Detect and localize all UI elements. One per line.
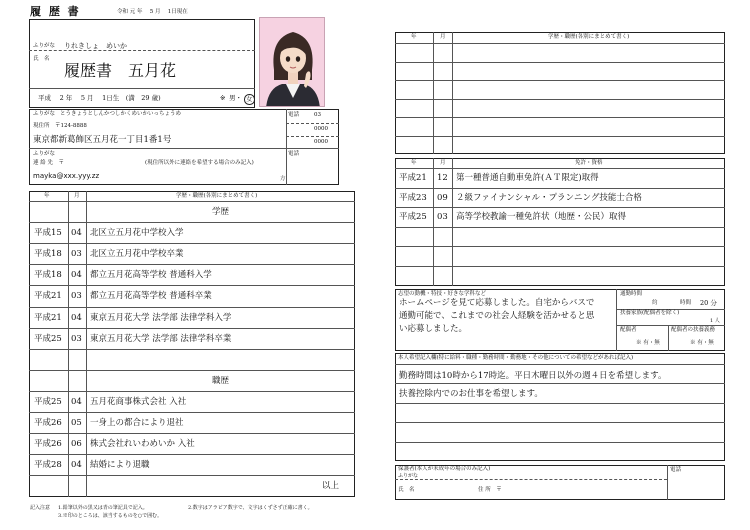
- row-divider: [29, 307, 355, 308]
- row-content: 北区立五月花中学校卒業: [90, 249, 184, 260]
- motivation-label: 志望の動機・特技・好きな学科など: [398, 291, 487, 297]
- contact-phone-label: 電話: [288, 151, 300, 157]
- row-divider: [29, 475, 355, 476]
- row-divider: [395, 188, 725, 189]
- row-year: 平成18: [34, 249, 62, 260]
- row-divider: [395, 403, 725, 404]
- license-content: 高等学校教諭一種免許状（地歴・公民）取得: [456, 212, 627, 223]
- requests-line-2: 扶養控除内でのお仕事を希望します。: [399, 389, 543, 399]
- row-content: 都立五月花高等学校 普通科卒業: [90, 291, 212, 302]
- row-year: 平成15: [34, 228, 62, 239]
- row-divider: [395, 207, 725, 208]
- row-year: 平成26: [34, 439, 62, 450]
- row-year: 平成18: [34, 270, 62, 281]
- license-content: 第一種普通自動車免許(ＡＴ限定)取得: [456, 173, 599, 183]
- row-divider: [29, 328, 355, 329]
- history-right-col-month: 月: [440, 34, 446, 40]
- contact-email: mayka@xxx.yyy.zz: [33, 172, 100, 180]
- motivation-text-2: 通勤可能で、これまでの社会人経験を活かせると思: [399, 311, 595, 321]
- row-divider: [29, 433, 355, 434]
- address-value: 東京都新葛飾区五月花一丁目1番1号: [33, 135, 172, 145]
- row-month: 04: [71, 460, 82, 471]
- row-divider: [29, 412, 355, 413]
- licenses-col-year: 年: [411, 160, 417, 166]
- row-divider: [29, 454, 355, 455]
- guardian-phone-label: 電話: [670, 467, 682, 473]
- row-month: 03: [71, 333, 82, 344]
- notes-label: 記入注意: [30, 505, 51, 511]
- row-year: 平成21: [34, 291, 62, 302]
- license-year: 平成21: [399, 173, 427, 183]
- row-divider: [29, 391, 355, 392]
- row-year: 平成25: [34, 333, 62, 344]
- history-left-col-month: 月: [74, 193, 80, 199]
- commute-label: 通勤時間: [620, 291, 643, 297]
- gender-mark: ※: [220, 94, 226, 102]
- row-divider: [395, 99, 725, 100]
- row-divider: [395, 136, 725, 137]
- spouse-support-label: 配偶者の扶養義務: [671, 327, 716, 333]
- row-year: 平成25: [34, 396, 62, 407]
- row-month: 04: [71, 228, 82, 239]
- name-label: 氏 名: [33, 56, 50, 62]
- row-content: 株式会社れいわめいか 入社: [90, 439, 195, 450]
- row-divider: [395, 227, 725, 228]
- gender-selected: 女: [246, 95, 253, 103]
- note-1: 1.鉛筆以外の黒又は青の筆記具で記入。: [58, 505, 148, 511]
- license-content: ２級ファイナンシャル・プランニング技能士合格: [456, 192, 642, 203]
- row-divider: [29, 370, 355, 371]
- resume-title: 履 歴 書: [30, 5, 81, 18]
- name-furigana: りれきしょ めいか: [64, 42, 127, 50]
- row-divider: [29, 349, 355, 350]
- address-phone-3: 0000: [314, 139, 328, 145]
- contact-note: (現住所以外に連絡を希望する場合のみ記入): [145, 160, 254, 166]
- applicant-photo: [259, 17, 325, 107]
- license-year: 平成23: [399, 192, 427, 203]
- commute-prefix: 約: [652, 300, 658, 306]
- dependents-value: 1 人: [710, 318, 720, 324]
- spouse-support-value: ※ 有・無: [690, 340, 714, 346]
- history-right-col-year: 年: [411, 34, 417, 40]
- row-content: 五月花商事株式会社 入社: [90, 396, 187, 407]
- history-left-col-content: 学歴・職歴(各別にまとめて書く): [176, 193, 258, 199]
- row-divider: [29, 285, 355, 286]
- row-divider: [395, 80, 725, 81]
- motivation-text-3: い応募しました。: [399, 324, 468, 334]
- guardian-address-label: 住 所 〒: [478, 487, 502, 493]
- license-month: 03: [437, 212, 448, 223]
- row-month: 04: [71, 396, 82, 407]
- address-label: 現住所 〒124-8888: [33, 123, 87, 129]
- row-divider: [395, 442, 725, 443]
- row-month: 05: [71, 418, 82, 428]
- address-furigana-label: ふりがな: [33, 111, 56, 117]
- birth-date: 平成 2 年 5 月 1日生 (満 29 歳): [38, 94, 161, 102]
- address-furigana: とうきょうとしんかつしかくめいかいっちょうめ: [60, 111, 182, 117]
- guardian-label: 保護者(本人が未成年の場合のみ記入): [398, 466, 491, 472]
- licenses-col-content: 免許・資格: [575, 160, 603, 166]
- license-year: 平成25: [399, 212, 427, 223]
- row-year: 平成28: [34, 460, 62, 471]
- row-divider: [395, 383, 725, 384]
- row-month: 03: [71, 291, 82, 302]
- applicant-name: 履歴書 五月花: [64, 61, 177, 80]
- row-content: 結婚により退職: [90, 460, 150, 471]
- row-month: 04: [71, 312, 82, 323]
- note-2: 2.数字はアラビア数字で、文字はくずさず正確に書く。: [188, 505, 313, 511]
- row-content: 東京五月花大学 法学部 法律学科入学: [90, 312, 232, 323]
- date-line: 令和 元 年 5 月 1日現在: [117, 9, 188, 15]
- history-left-col-year: 年: [44, 193, 50, 199]
- address-phone-1: 03: [314, 112, 321, 118]
- row-divider: [29, 243, 355, 244]
- row-content: 職歴: [211, 375, 229, 386]
- history-right-col-content: 学歴・職歴(各別にまとめて書く): [548, 34, 630, 40]
- dependents-label: 扶養家族(配偶者を除く): [620, 310, 680, 316]
- row-divider: [395, 266, 725, 267]
- commute-minutes: 20 分: [700, 299, 717, 307]
- address-phone-label: 電話: [288, 112, 300, 118]
- gender-options: 男・: [229, 94, 242, 102]
- row-year: 平成26: [34, 418, 62, 428]
- applicant-portrait-illustration: [260, 18, 325, 107]
- license-month: 12: [437, 173, 448, 183]
- contact-kata: 方: [280, 176, 286, 182]
- row-content: 北区立五月花中学校入学: [90, 228, 184, 239]
- row-divider: [395, 62, 725, 63]
- row-divider: [29, 222, 355, 223]
- row-content: 以上: [321, 481, 339, 492]
- license-month: 09: [437, 192, 448, 203]
- spouse-label: 配偶者: [620, 327, 637, 333]
- note-3: 3.※印のところは、該当するものを○で囲む。: [58, 513, 163, 519]
- row-divider: [29, 264, 355, 265]
- licenses-col-month: 月: [440, 160, 446, 166]
- name-furigana-label: ふりがな: [33, 43, 56, 49]
- row-content: 一身上の都合により退社: [90, 418, 184, 428]
- contact-furigana-label: ふりがな: [33, 151, 56, 157]
- row-content: 東京五月花大学 法学部 法律学科卒業: [90, 333, 232, 344]
- row-content: 学歴: [211, 207, 229, 217]
- guardian-furigana-label: ふりがな: [398, 473, 419, 479]
- requests-line-1: 勤務時間は10時から17時迄。平日木曜日以外の週４日を希望します。: [399, 371, 667, 381]
- row-year: 平成21: [34, 312, 62, 323]
- requests-label: 本人希望記入欄(特に給料・職種・勤務時間・勤務地・その他についての希望などがあれば記入): [398, 355, 634, 361]
- commute-hours: 時間: [680, 300, 692, 306]
- contact-label: 連 絡 先 〒: [33, 160, 64, 166]
- row-divider: [395, 246, 725, 247]
- motivation-text-1: ホームページを見て応募しました。自宅からバスで: [399, 298, 595, 308]
- row-month: 06: [71, 439, 82, 450]
- guardian-name-label: 氏 名: [398, 487, 415, 493]
- row-month: 04: [71, 270, 82, 281]
- spouse-value: ※ 有・無: [636, 340, 660, 346]
- address-phone-2: 0000: [314, 126, 328, 132]
- row-divider: [395, 422, 725, 423]
- row-content: 都立五月花高等学校 普通科入学: [90, 270, 212, 281]
- row-month: 03: [71, 249, 82, 260]
- row-divider: [395, 117, 725, 118]
- requests-box: [395, 353, 725, 461]
